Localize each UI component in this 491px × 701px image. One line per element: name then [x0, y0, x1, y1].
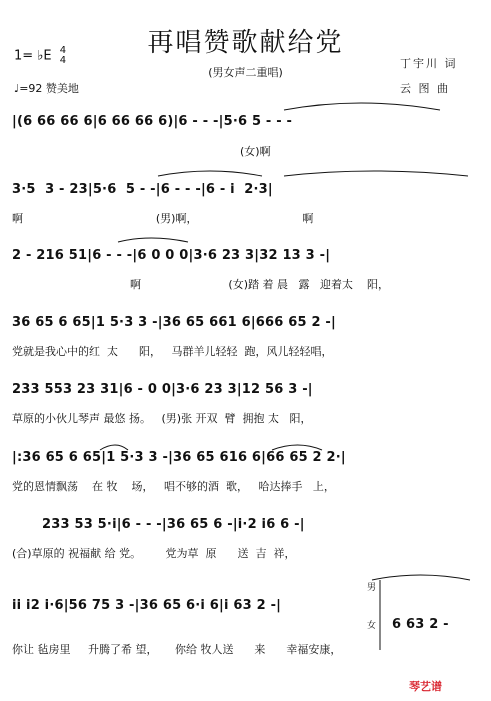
tempo-marking: ♩=92 赞美地 [14, 82, 79, 95]
lyrics-line-2: 啊 (男)啊， 啊 [12, 212, 314, 225]
watermark-logo: 琴艺谱 [409, 680, 442, 693]
notation-line-1: |(6 66 66 6|6 66 66 6)|6 - - -|5·6 5 - - - [12, 114, 293, 129]
slur-line-3 [118, 238, 188, 242]
lyrics-line-4: 党就是我心中的红 太 阳， 马群羊儿轻轻 跑，风儿轻轻唱， [12, 345, 333, 358]
part-label-female: 女 [367, 621, 377, 631]
lyricist: 丁宇川 词 [400, 57, 458, 70]
lyrics-line-5: 草原的小伙儿琴声 最悠 扬。 (男)张 开双 臂 拥抱 太 阳， [12, 412, 312, 425]
notation-line-8-lower: 6 63 2 - [392, 617, 449, 632]
key-label: 1= ♭E [14, 48, 52, 64]
time-bottom: 4 [59, 55, 67, 66]
time-signature [60, 46, 66, 66]
lyrics-line-3: 啊 (女)踏 着 晨 露 迎着太 阳， [130, 278, 389, 291]
notation-line-3: 2 - 216 51|6 - - -|6 0 0 0|3·6 23 3|32 13 3 -| [12, 248, 331, 263]
key-signature [14, 46, 66, 66]
notation-line-6: |:36 65 6 65|1 5·3 3 -|36 65 616 6|66 65 2 2·| [12, 450, 346, 465]
notation-line-5: 233 553 23 31|6 - 0 0|3·6 23 3|12 56 3 -| [12, 382, 313, 397]
lyrics-line-1: (女)啊 [240, 145, 271, 158]
notation-line-8: ii i2 i·6|56 75 3 -|36 65 6·i 6|i 63 2 -| [12, 598, 282, 613]
slur-line-1 [284, 103, 440, 110]
time-top: 4 [59, 45, 67, 56]
composer: 云 图 曲 [400, 82, 450, 95]
lyrics-line-6: 党的恩情飘荡 在 牧 场， 唱不够的酒 歌， 哈达捧手 上， [12, 480, 335, 493]
part-label-male: 男 [367, 583, 377, 593]
slur-line-8 [372, 575, 470, 580]
slur-line-2b [284, 171, 468, 176]
notation-line-7: 233 53 5·i|6 - - -|36 65 6 -|i·2 i6 6 -| [42, 517, 305, 532]
notation-line-2: 3·5 3 - 23|5·6 5 - -|6 - - -|6 - i 2·3| [12, 182, 273, 197]
notation-line-4: 36 65 6 65|1 5·3 3 -|36 65 661 6|666 65 2 -| [12, 315, 336, 330]
slur-line-2 [158, 171, 262, 176]
page-title: 再唱赞歌献给党 [147, 28, 344, 58]
lyrics-line-7: (合)草原的 祝福献 给 党。 党为草 原 送 吉 祥， [12, 547, 296, 560]
lyrics-line-8: 你让 毡房里 升腾了希 望， 你给 牧人送 来 幸福安康， [12, 643, 342, 656]
subtitle: (男女声二重唱) [208, 66, 283, 79]
